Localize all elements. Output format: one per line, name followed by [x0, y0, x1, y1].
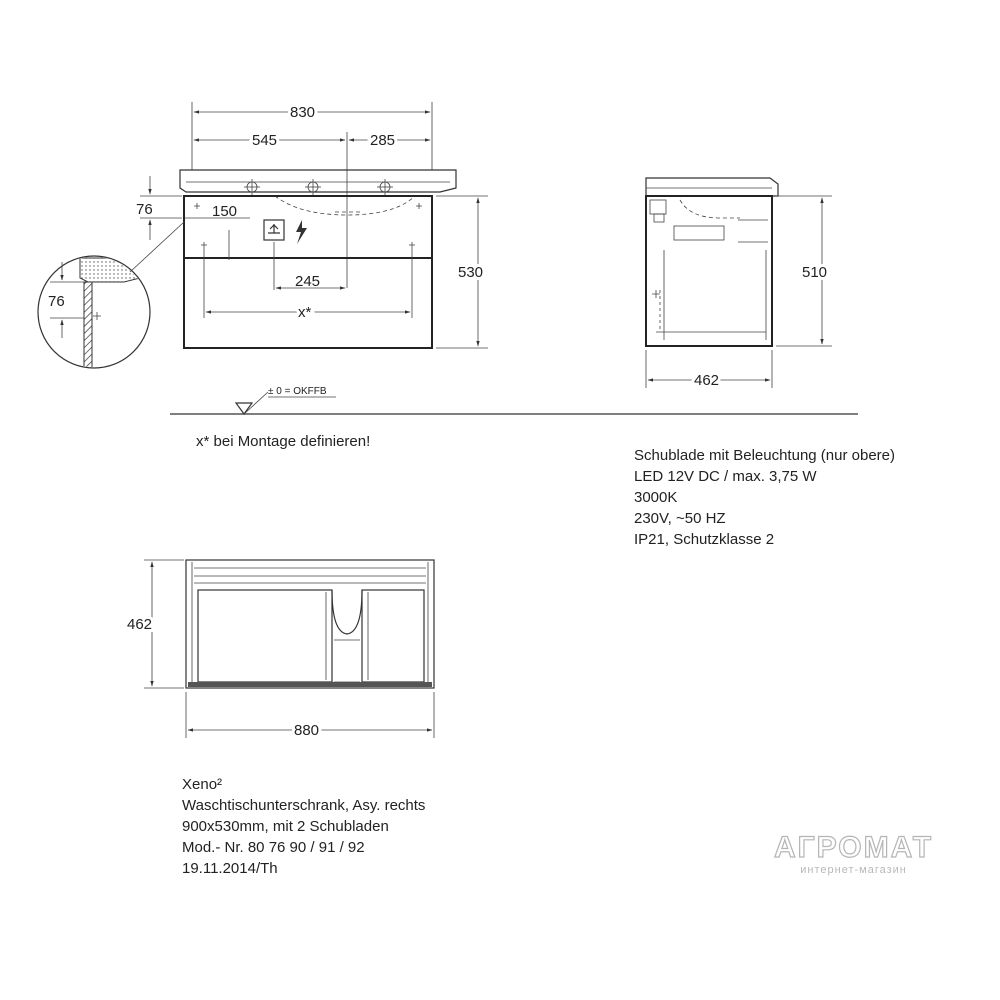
drawer-right — [362, 590, 424, 682]
dim-530: 530 — [458, 264, 484, 281]
electrical-connection-icon — [296, 220, 307, 244]
product-line: 900x530mm, mit 2 Schubladen — [182, 818, 389, 835]
spec-line: IP21, Schutzklasse 2 — [634, 531, 775, 548]
top-view — [127, 560, 434, 739]
floor-marker-label: ± 0 = OKFFB — [268, 386, 327, 397]
drawer-left — [198, 590, 332, 682]
detail-dim-76: 76 — [48, 293, 65, 310]
front-view — [130, 102, 488, 348]
dim-x: x* — [298, 304, 312, 321]
spec-line: LED 12V DC / max. 3,75 W — [634, 468, 817, 485]
watermark-subtitle: интернет-магазин — [800, 864, 907, 876]
dim-285: 285 — [370, 132, 396, 149]
dim-245: 245 — [295, 273, 321, 290]
montage-note: x* bei Montage definieren! — [196, 433, 371, 450]
product-name: Xeno² — [182, 776, 223, 793]
dim-880: 880 — [294, 722, 320, 739]
side-cabinet — [646, 196, 772, 346]
side-view — [646, 178, 832, 389]
detail-view — [38, 256, 150, 372]
dim-510: 510 — [802, 264, 828, 281]
spec-line: Schublade mit Beleuchtung (nur obere) — [634, 447, 895, 464]
siphon-cutout — [332, 590, 362, 634]
lighting-spec-block — [634, 445, 895, 550]
floor-reference — [170, 386, 858, 414]
watermark-logo — [774, 832, 933, 876]
product-line: Mod.- Nr. 80 76 90 / 91 / 92 — [182, 839, 365, 856]
dim-150: 150 — [212, 203, 238, 220]
product-line: Waschtischunterschrank, Asy. rechts — [182, 797, 426, 814]
top-view-outline — [186, 560, 434, 688]
spec-line: 3000K — [634, 489, 678, 506]
dim-462-top: 462 — [127, 616, 153, 633]
plumbing-connection-icon — [264, 220, 284, 240]
dim-462-side: 462 — [694, 372, 720, 389]
watermark-brand: АГРОМАТ — [774, 831, 934, 864]
spec-line: 230V, ~50 HZ — [634, 510, 726, 527]
product-date: 19.11.2014/Th — [182, 860, 278, 877]
dim-76: 76 — [136, 201, 153, 218]
dim-830: 830 — [290, 104, 316, 121]
dim-545: 545 — [252, 132, 278, 149]
product-info-block — [182, 774, 425, 879]
